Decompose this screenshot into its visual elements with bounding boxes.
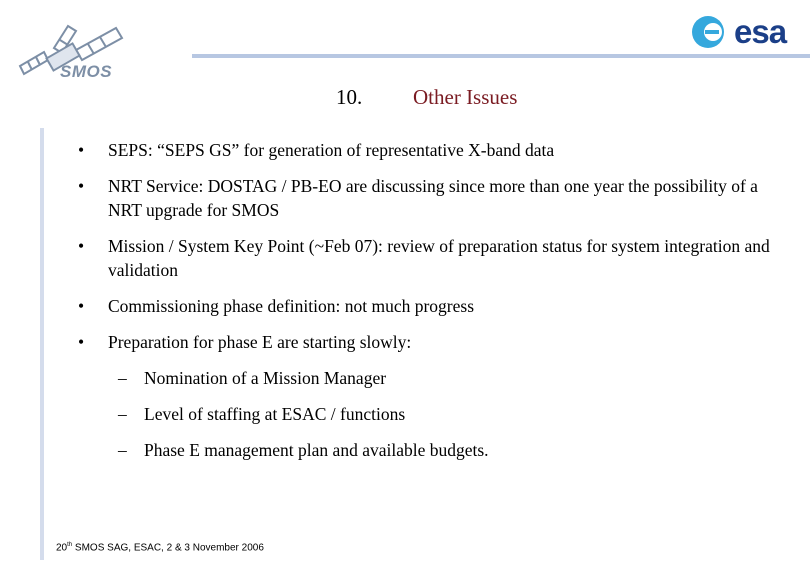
- esa-logo-text: esa: [734, 13, 787, 50]
- sub-bullet-text: Nomination of a Mission Manager: [144, 368, 387, 388]
- footer-ordinal: th: [67, 542, 73, 548]
- bullet-text: Commissioning phase definition: not much progress: [108, 296, 475, 316]
- bullet-dot: •: [78, 296, 85, 316]
- bullet-dot: •: [78, 236, 85, 256]
- bullet-dot: •: [78, 176, 85, 196]
- section-number: 10.: [336, 85, 363, 109]
- sub-bullet-dash: –: [118, 368, 127, 388]
- bullet-text: Preparation for phase E are starting slowly:: [108, 332, 412, 352]
- footer-text: SMOS SAG, ESAC, 2 & 3 November 2006: [72, 542, 264, 554]
- satellite-icon: [14, 14, 144, 104]
- esa-emblem-icon: [688, 14, 734, 50]
- sub-bullet-dash: –: [118, 404, 127, 424]
- smos-logo: [14, 14, 144, 104]
- footer: [56, 542, 264, 553]
- bullet-dot: •: [78, 140, 85, 160]
- header-rule: [192, 54, 810, 58]
- smos-logo-text: SMOS: [60, 62, 113, 81]
- bullet-dot: •: [78, 332, 85, 352]
- bullet-text: SEPS: “SEPS GS” for generation of representative X-band data: [108, 140, 555, 160]
- sub-bullet-dash: –: [118, 440, 127, 460]
- page-title: Other Issues: [413, 85, 518, 109]
- side-rule: [40, 128, 44, 560]
- bullet-text: NRT Service: DOSTAG / PB-EO are discussing since more than one year the possibility of a NRT upgrade for SMOS: [108, 176, 758, 220]
- sub-bullet-text: Level of staffing at ESAC / functions: [144, 404, 406, 424]
- sub-bullet-text: Phase E management plan and available budgets.: [144, 440, 489, 460]
- footer-prefix: 20: [56, 542, 68, 554]
- bullet-text: Mission / System Key Point (~Feb 07): review of preparation status for system integration and validation: [108, 236, 770, 280]
